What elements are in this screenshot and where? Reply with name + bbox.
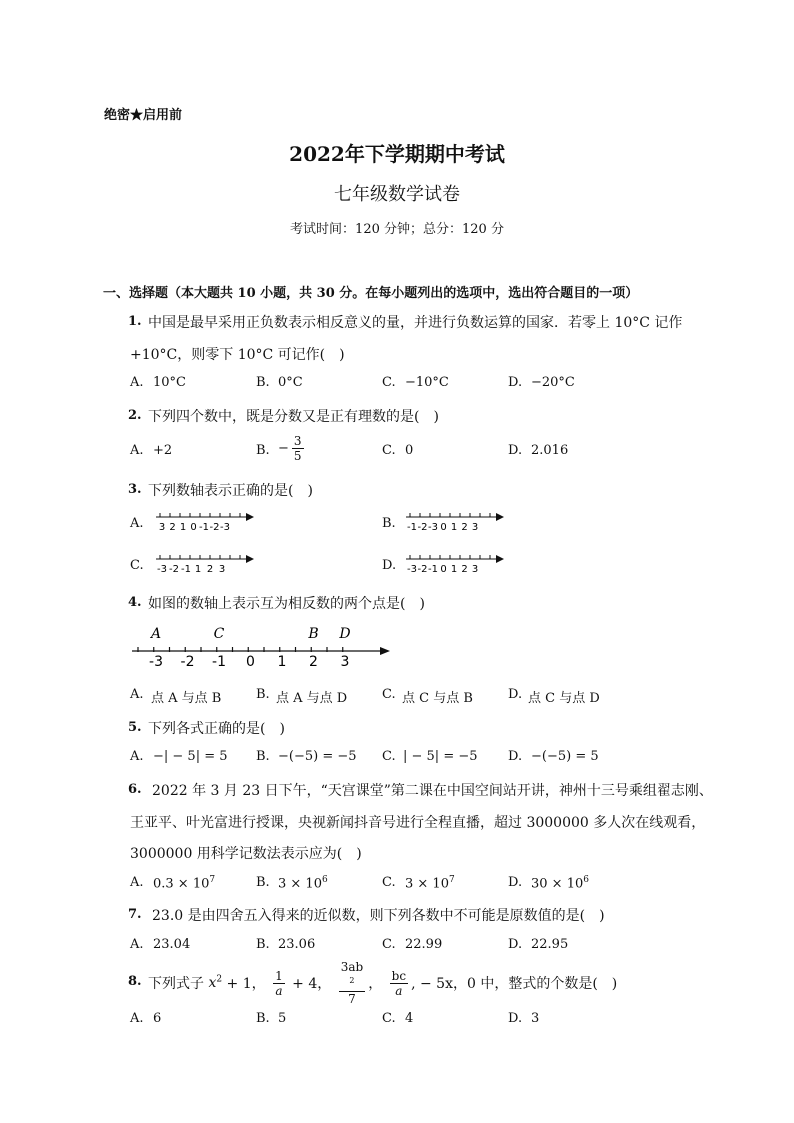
option-d-label: D. bbox=[508, 875, 523, 890]
question-number: 6. bbox=[128, 782, 142, 797]
option-b-label: B. bbox=[256, 443, 270, 458]
tick-label: 3 bbox=[471, 522, 479, 533]
number-line-figure bbox=[128, 622, 398, 672]
option-c-value: 22.99 bbox=[405, 937, 443, 952]
option-a-label: A. bbox=[130, 937, 144, 952]
tick-label: 2 bbox=[461, 564, 468, 575]
option-c-label: C. bbox=[382, 443, 396, 458]
tick-label: -2 bbox=[417, 522, 428, 533]
option-b-value: −(−5) = −5 bbox=[278, 749, 357, 764]
option-b-label: B. bbox=[256, 937, 270, 952]
option-c-value: −10°C bbox=[405, 375, 449, 390]
option-a-label: A. bbox=[130, 516, 144, 531]
option-a-label: A. bbox=[130, 749, 144, 764]
tick-label: 1 bbox=[450, 522, 458, 533]
option-b-value: 23.06 bbox=[278, 937, 316, 952]
tick-label: -2 bbox=[180, 654, 195, 670]
fraction-numerator: 1 bbox=[275, 968, 283, 983]
option-c-value bbox=[405, 875, 455, 891]
option-a-value bbox=[153, 875, 215, 891]
option-d-value: −20°C bbox=[531, 375, 575, 390]
tick-label: -1 bbox=[199, 522, 209, 533]
option-b-value bbox=[278, 875, 328, 891]
tick-label: -3 bbox=[157, 564, 167, 575]
tick-label: -3 bbox=[220, 522, 230, 533]
number-line-c bbox=[152, 550, 256, 578]
option-a-value: 23.04 bbox=[153, 937, 191, 952]
square-exponent: 2 bbox=[216, 974, 223, 985]
sci-base: 30 × 10 bbox=[531, 876, 584, 892]
question-text: 下列各式正确的是( ) bbox=[148, 721, 285, 737]
arrow-head bbox=[246, 513, 254, 521]
fraction-numerator: bc bbox=[391, 968, 407, 983]
tick-label: 2 bbox=[461, 522, 468, 533]
point-label: B bbox=[308, 626, 319, 642]
fraction-numerator bbox=[339, 960, 365, 992]
tick-label: 3 bbox=[471, 564, 479, 575]
option-a-value: 10°C bbox=[153, 375, 186, 390]
option-d-value: 2.016 bbox=[531, 443, 569, 458]
option-b-value: 5 bbox=[278, 1011, 287, 1026]
question-text: 王亚平、叶光富进行授课，央视新闻抖音号进行全程直播，超过 3000000 多人次在线观看， bbox=[130, 815, 706, 831]
option-d-label: D. bbox=[508, 443, 523, 458]
sci-base: 0.3 × 10 bbox=[153, 876, 210, 892]
option-b-label: B. bbox=[382, 516, 396, 531]
question-text: 下列数轴表示正确的是( ) bbox=[148, 483, 313, 499]
tick-label: 0 bbox=[440, 564, 447, 575]
tick-label: 2 bbox=[169, 522, 176, 533]
tick-label: -2 bbox=[417, 564, 428, 575]
x-variable: x bbox=[208, 975, 217, 991]
option-c-label: C. bbox=[382, 375, 396, 390]
tick-label: -3 bbox=[149, 654, 163, 670]
fraction-denominator: a bbox=[395, 983, 403, 998]
tick-label: -1 bbox=[181, 564, 191, 575]
option-b-label: B. bbox=[256, 749, 270, 764]
option-c-value: | − 5| = −5 bbox=[403, 749, 478, 764]
option-a-value: +2 bbox=[153, 443, 173, 458]
tick-label: 3 bbox=[158, 522, 166, 533]
numerator-exponent: 2 bbox=[349, 976, 355, 985]
question-number: 1. bbox=[128, 314, 142, 329]
option-d-label: D. bbox=[508, 1011, 523, 1026]
sci-exponent: 6 bbox=[583, 875, 589, 885]
exam-info: 考试时间：120 分钟；总分：120 分 bbox=[290, 222, 504, 237]
question-number: 7. bbox=[128, 907, 142, 922]
option-a-label: A. bbox=[130, 1011, 144, 1026]
tick-label: -1 bbox=[407, 522, 417, 533]
option-d-label: D. bbox=[508, 749, 523, 764]
number-line-a bbox=[152, 508, 256, 536]
option-a-label: A. bbox=[130, 375, 144, 390]
option-b-value: 点 A 与点 D bbox=[276, 691, 348, 706]
tick-label: -3 bbox=[407, 564, 417, 575]
tick-label: 0 bbox=[246, 654, 255, 670]
option-a-label: A. bbox=[130, 875, 144, 890]
sci-exponent: 7 bbox=[209, 875, 216, 885]
tick-label: 2 bbox=[206, 564, 214, 575]
exam-title: 2022年下学期期中考试 bbox=[289, 142, 505, 166]
arrow-head bbox=[496, 513, 504, 521]
tick-label: 1 bbox=[450, 564, 458, 575]
arrow-head bbox=[380, 647, 390, 655]
option-c-value: 4 bbox=[405, 1011, 414, 1026]
option-b-value: 0°C bbox=[278, 375, 303, 390]
tick-label: -1 bbox=[428, 564, 438, 575]
q8-tail: , − 5x，0 中，整式的个数是( ) bbox=[411, 976, 618, 992]
tick-label: 1 bbox=[194, 564, 202, 575]
number-line-b bbox=[402, 508, 506, 536]
option-b-label: B. bbox=[256, 375, 270, 390]
tick-label: -2 bbox=[209, 522, 220, 533]
option-d-value: 点 C 与点 D bbox=[528, 691, 600, 706]
option-c-label: C. bbox=[382, 749, 396, 764]
option-a-label: A. bbox=[130, 443, 144, 458]
option-c-label: C. bbox=[130, 558, 144, 573]
option-d-label: D. bbox=[508, 687, 523, 702]
option-d-value: 3 bbox=[531, 1011, 540, 1026]
plus-four: + 4， bbox=[287, 976, 332, 992]
question-number: 4. bbox=[128, 595, 142, 610]
numerator-base: 3ab bbox=[340, 960, 364, 974]
question-text: 下列四个数中，既是分数又是正有理数的是( ) bbox=[148, 409, 439, 425]
question-number: 8. bbox=[128, 974, 142, 989]
option-b-label: B. bbox=[256, 875, 270, 890]
tick-label: 0 bbox=[440, 522, 447, 533]
option-a-value: −| − 5| = 5 bbox=[153, 749, 228, 764]
fraction-denominator: 7 bbox=[348, 992, 356, 1006]
tick-label: 1 bbox=[179, 522, 187, 533]
option-d-value bbox=[531, 875, 589, 891]
section-heading: 一、选择题（本大题共 10 小题，共 30 分。在每小题列出的选项中，选出符合题目的一项） bbox=[103, 286, 639, 301]
question-number: 5. bbox=[128, 720, 142, 735]
tick-label: 3 bbox=[218, 564, 226, 575]
option-c-label: C. bbox=[382, 687, 396, 702]
option-c-label: C. bbox=[382, 875, 396, 890]
question-text: 3000000 用科学记数法表示应为( ) bbox=[130, 846, 362, 862]
sci-exponent: 6 bbox=[321, 875, 328, 885]
question-number: 3. bbox=[128, 482, 142, 497]
option-c-value: 点 C 与点 B bbox=[402, 691, 473, 706]
fraction-numerator: 3 bbox=[293, 434, 302, 448]
question-number: 2. bbox=[128, 408, 142, 423]
minus-sign: − bbox=[278, 441, 289, 456]
option-d-label: D. bbox=[382, 558, 397, 573]
question-text: 23.0 是由四舍五入得来的近似数，则下列各数中不可能是原数值的是( ) bbox=[152, 908, 605, 924]
option-c-value: 0 bbox=[405, 443, 414, 458]
sci-exponent: 7 bbox=[448, 875, 455, 885]
option-d-label: D. bbox=[508, 937, 523, 952]
point-label: C bbox=[213, 626, 225, 642]
tick-label: 3 bbox=[340, 654, 350, 670]
option-d-value: −(−5) = 5 bbox=[531, 749, 599, 764]
exam-subtitle: 七年级数学试卷 bbox=[334, 184, 460, 205]
fraction-denominator: 5 bbox=[293, 449, 302, 463]
option-a-label: A. bbox=[130, 687, 144, 702]
number-line-d bbox=[402, 550, 506, 578]
fraction-bc-over-a bbox=[390, 969, 408, 998]
option-c-label: C. bbox=[382, 1011, 396, 1026]
option-a-value: 6 bbox=[153, 1011, 162, 1026]
comma: ， bbox=[368, 976, 383, 992]
option-c-label: C. bbox=[382, 937, 396, 952]
fraction-denominator: a bbox=[275, 983, 283, 998]
option-b-value bbox=[278, 434, 307, 463]
tick-label: -3 bbox=[428, 522, 438, 533]
option-b-label: B. bbox=[256, 1011, 270, 1026]
question-text: 中国是最早采用正负数表示相反意义的量，并进行负数运算的国家．若零上 10°C 记作 bbox=[148, 315, 683, 331]
q8-prefix: 下列式子 bbox=[148, 976, 204, 992]
plus-one: + 1， bbox=[222, 976, 266, 992]
option-d-value: 22.95 bbox=[531, 937, 569, 952]
fraction-3ab2-over-7 bbox=[339, 960, 365, 1006]
option-d-label: D. bbox=[508, 375, 523, 390]
secret-label: 绝密★启用前 bbox=[104, 108, 183, 123]
question-text bbox=[148, 960, 617, 1006]
question-text: 如图的数轴上表示互为相反数的两个点是( ) bbox=[148, 596, 425, 612]
tick-label: -1 bbox=[212, 654, 226, 670]
question-text: 2022 年 3 月 23 日下午，“天宫课堂”第二课在中国空间站开讲，神州十三号乘组翟志刚、 bbox=[152, 783, 713, 799]
arrow-head bbox=[246, 555, 254, 563]
option-a-value: 点 A 与点 B bbox=[151, 691, 222, 706]
tick-label: -2 bbox=[169, 564, 179, 575]
option-b-label: B. bbox=[256, 687, 270, 702]
sci-base: 3 × 10 bbox=[278, 876, 322, 892]
question-text: +10°C，则零下 10°C 可记作( ) bbox=[130, 347, 345, 363]
arrow-head bbox=[496, 555, 504, 563]
fraction bbox=[292, 434, 304, 463]
tick-label: 0 bbox=[190, 522, 197, 533]
point-label: D bbox=[339, 626, 351, 642]
sci-base: 3 × 10 bbox=[405, 876, 449, 892]
point-label: A bbox=[150, 626, 162, 642]
fraction-1-over-a bbox=[273, 969, 285, 998]
tick-label: 1 bbox=[277, 654, 287, 670]
tick-label: 2 bbox=[309, 654, 318, 670]
